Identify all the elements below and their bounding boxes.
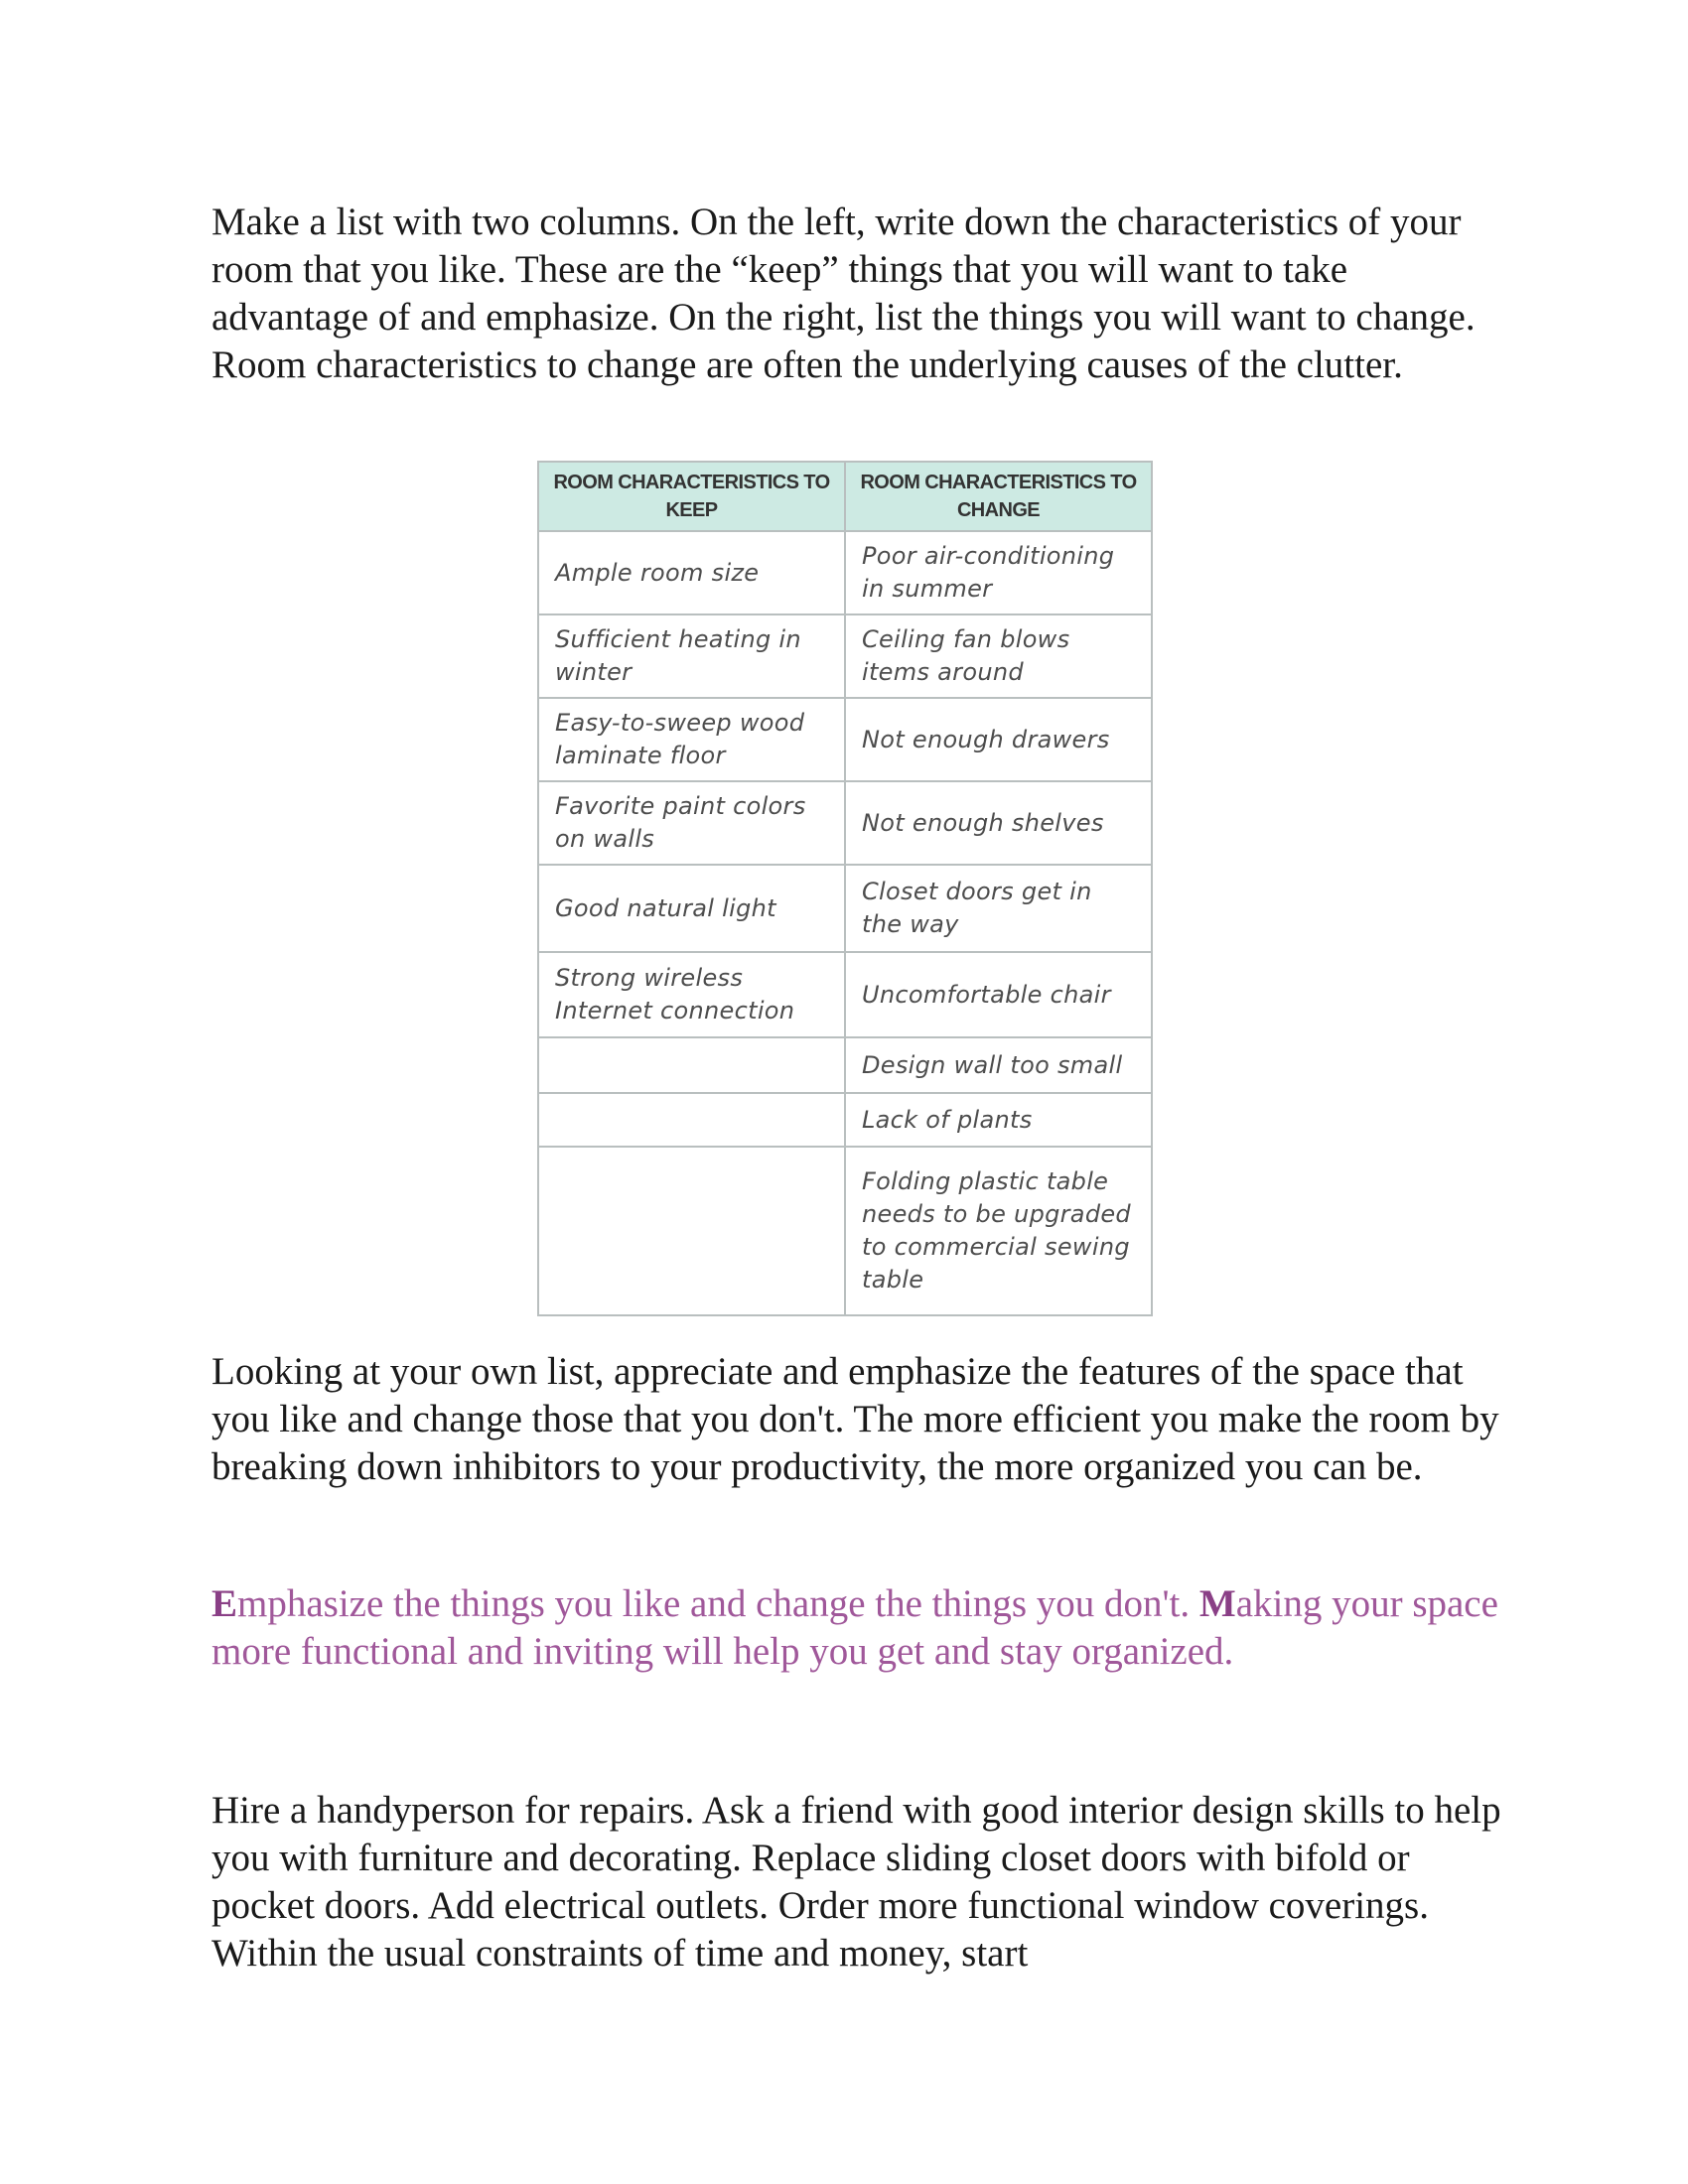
hire-paragraph: Hire a handyperson for repairs. Ask a friend with good interior design skills to help you with furniture and decorating. Replace sliding closet doors with bifold or pocket doors. Add electrical outlets. Order more functional window coverings. Within the usual constraints of time and money, start <box>211 1789 1501 1975</box>
table-row <box>538 1093 1152 1147</box>
keep-cell <box>538 1037 845 1093</box>
change-cell: Not enough drawers <box>845 698 1152 781</box>
keep-cell: Easy-to-sweep wood laminate floor <box>538 698 845 781</box>
keep-cell: Strong wireless Internet connection <box>538 952 845 1037</box>
table-row <box>538 531 1152 614</box>
change-cell: Poor air-conditioning in summer <box>845 531 1152 614</box>
keep-cell: Good natural light <box>538 865 845 952</box>
emphasis-initial-e: E <box>211 1582 238 1625</box>
table-row <box>538 1037 1152 1093</box>
emphasis-callout <box>211 1580 1502 1676</box>
keep-cell <box>538 1147 845 1315</box>
keep-cell: Favorite paint colors on walls <box>538 781 845 865</box>
change-cell: Lack of plants <box>845 1093 1152 1147</box>
change-cell: Ceiling fan blows items around <box>845 614 1152 698</box>
table-row <box>538 865 1152 952</box>
change-cell: Folding plastic table needs to be upgraded to commercial sewing table <box>845 1147 1152 1315</box>
emphasis-text-1: mphasize the things you like and change the things you don't. <box>237 1582 1199 1625</box>
table-row <box>538 781 1152 865</box>
table-row <box>538 1147 1152 1315</box>
room-characteristics-table-wrapper <box>537 461 1153 1316</box>
looking-paragraph: Looking at your own list, appreciate and emphasize the features of the space that you like and change those that you don't. The more efficient you make the room by breaking down inhibitors to your productivity, the more organized you can be. <box>211 1350 1499 1488</box>
emphasis-text-2: aking your space more functional and inviting will help you get and stay organized. <box>211 1582 1498 1673</box>
header-keep: ROOM CHARACTERISTICS TO KEEP <box>538 462 845 531</box>
table-row <box>538 952 1152 1037</box>
change-cell: Not enough shelves <box>845 781 1152 865</box>
keep-cell: Sufficient heating in winter <box>538 614 845 698</box>
table-row <box>538 698 1152 781</box>
room-characteristics-table <box>537 461 1153 1316</box>
change-cell: Design wall too small <box>845 1037 1152 1093</box>
table-header-row <box>538 462 1152 531</box>
change-cell: Uncomfortable chair <box>845 952 1152 1037</box>
table-row <box>538 614 1152 698</box>
keep-cell <box>538 1093 845 1147</box>
change-cell: Closet doors get in the way <box>845 865 1152 952</box>
emphasis-initial-m: M <box>1198 1582 1236 1625</box>
header-change: ROOM CHARACTERISTICS TO CHANGE <box>845 462 1152 531</box>
keep-cell: Ample room size <box>538 531 845 614</box>
intro-paragraph: Make a list with two columns. On the left, write down the characteristics of your room that you like. These are the “keep” things that you will want to take advantage of and emphasize. On the right, list the things you will want to change. Room characteristics to change are often the underlying causes of the clutter. <box>211 201 1476 386</box>
